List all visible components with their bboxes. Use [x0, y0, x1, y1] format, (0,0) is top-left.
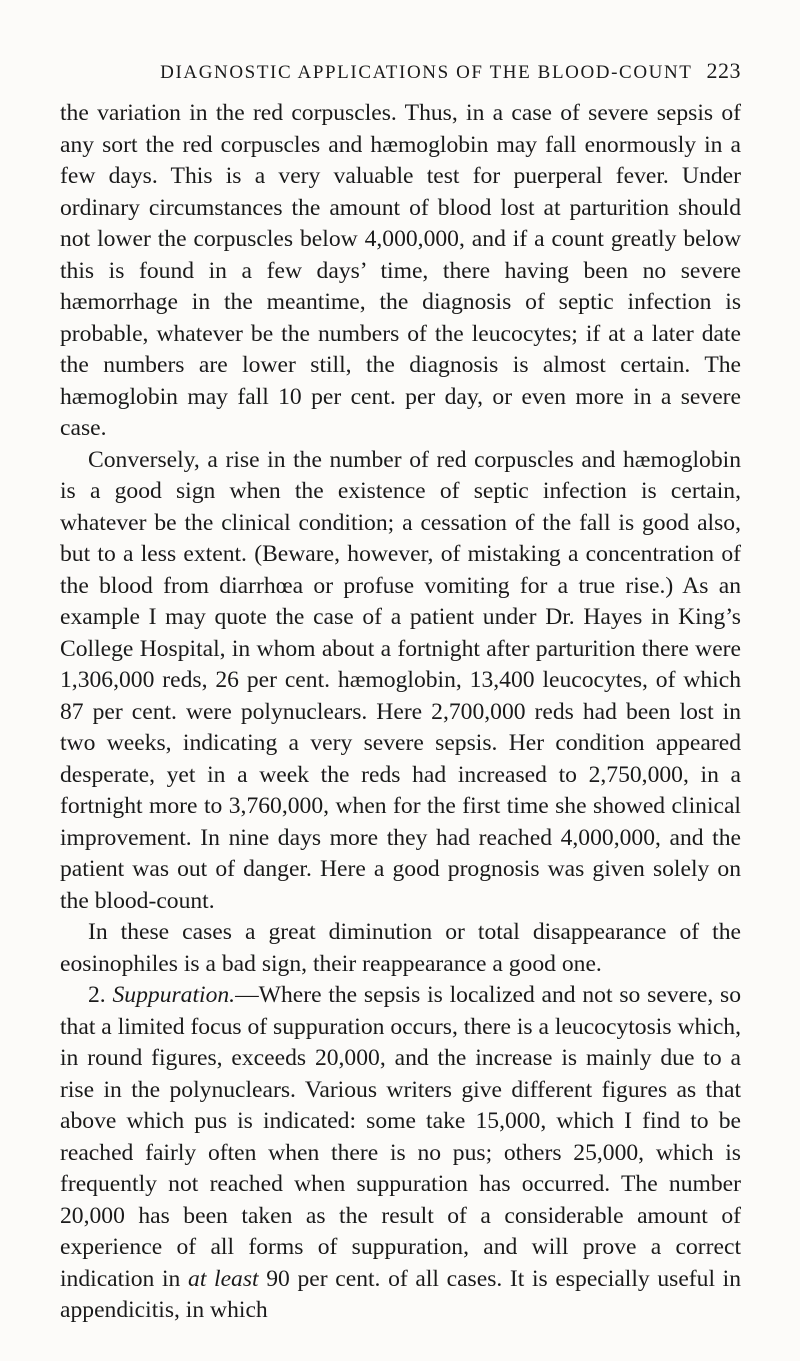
- running-title: DIAGNOSTIC APPLICATIONS OF THE BLOOD-COUNT: [160, 62, 693, 83]
- heading-dash: —: [235, 982, 259, 1008]
- paragraph-eosinophiles: In these cases a great diminution or total disappearance of the eosinophiles is a bad sign, their reappearance a good one.: [60, 919, 741, 977]
- suppuration-text-b: 90 per cent. of all cases. It is especially useful in appendicitis, in which: [60, 1265, 742, 1323]
- book-page: [60, 58, 741, 1327]
- paragraph-conversely: Conversely, a rise in the number of red corpuscles and hæmoglobin is a good sign when the existence of septic infection is certain, whatever be the clinical condition; a cessation of the fall is good also, but to a less extent. (Beware, however, of mistaking a concentration of the blood from diarrhœa or profuse vomiting for a true rise.) As an example I may quote the case of a patient under Dr. Hayes in King’s College Hospital, in whom about a fortnight after parturition there were 1,306,000 reds, 26 per cent. hæmoglobin, 13,400 leucocytes, of which 87 per cent. were polynuclears. Here 2,700,000 reds had been lost in two weeks, indicating a very severe sepsis. Her condition appeared desperate, yet in a week the reds had increased to 2,750,000, in a fortnight more to 3,760,000, when for the first time she showed clinical improvement. In nine days more they had reached 4,000,000, and the patient was out of danger. Here a good prognosis was given solely on the blood-count.: [60, 446, 741, 914]
- page-number: 223: [706, 58, 741, 83]
- running-head: [98, 58, 741, 98]
- paragraph-continuation: the variation in the red corpuscles. Thus, in a case of severe sepsis of any sort the red corpuscles and hæmoglobin may fall enormously in a few days. This is a very valuable test for puerperal fever. Under ordinary circumstances the amount of blood lost at parturition should not lower the corpuscles below 4,000,000, and if a count greatly below this is found in a few days’ time, there having been no severe hæmorrhage in the meantime, the diagnosis of septic infection is probable, whatever be the numbers of the leucocytes; if at a later date the numbers are lower still, the diagnosis is almost certain. The hæmoglobin may fall 10 per cent. per day, or even more in a severe case.: [60, 100, 741, 441]
- section-number: 2.: [88, 982, 106, 1008]
- suppuration-text-a: Where the sepsis is localized and not so severe, so that a limited focus of suppuration occurs, there is a leucocytosis which, in round figures, exceeds 20,000, and the increase is mainly due to a rise in the polynuclears. Various writers give different figures as that above which pus is indicated: some take 15,000, which I find to be reached fairly often when there is no pus; others 25,000, which is frequently not reached when suppuration has occurred. The number 20,000 has been taken as the result of a considerable amount of experience of all forms of suppuration, and will prove a correct indication in: [60, 982, 741, 1292]
- section-heading: Suppuration.: [112, 982, 236, 1008]
- paragraph-suppuration: [60, 980, 741, 1327]
- emphasis-at-least: at least: [188, 1265, 259, 1292]
- body-text: [60, 98, 741, 1327]
